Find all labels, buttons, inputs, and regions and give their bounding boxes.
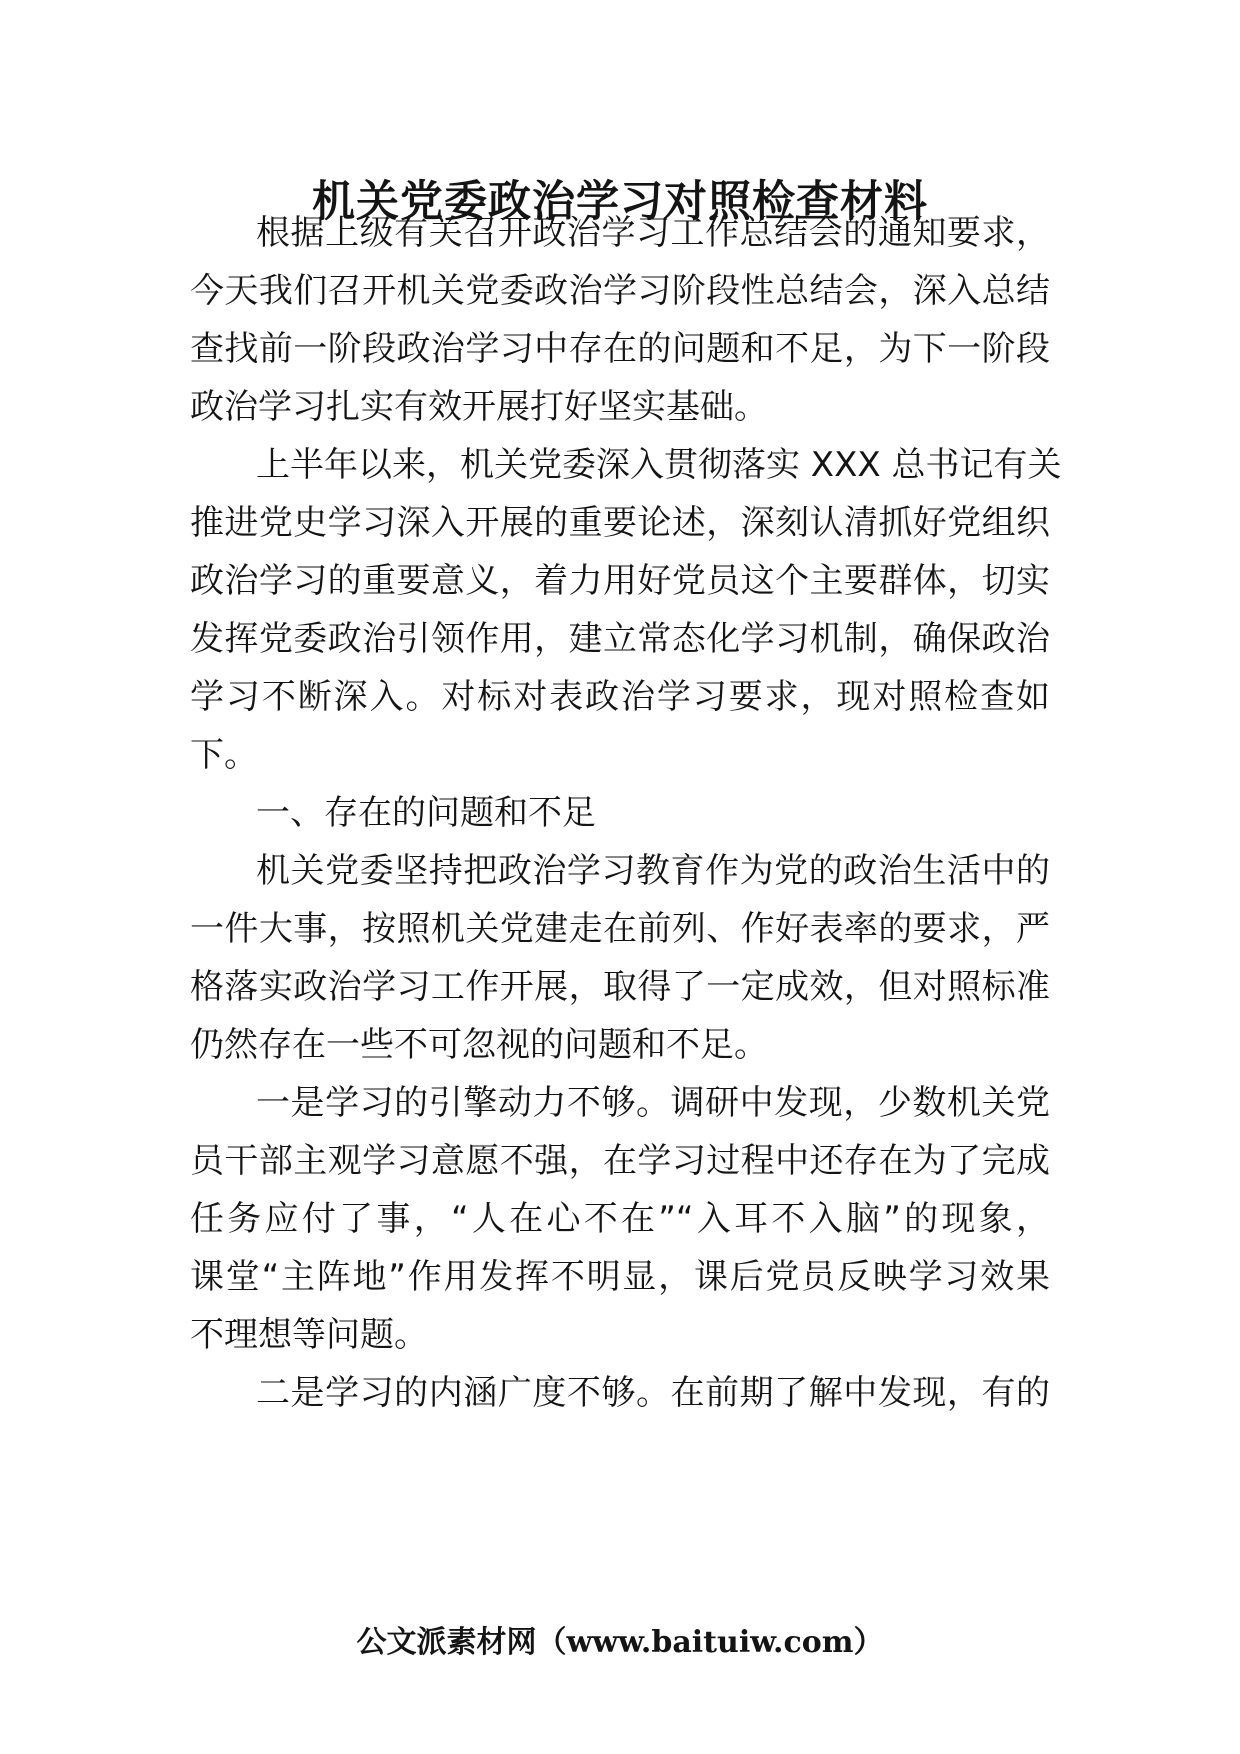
paragraph-line: 政治学习的重要意义，着力用好党员这个主要群体，切实	[190, 561, 1050, 601]
paragraph-line: 一是学习的引擎动力不够。调研中发现，少数机关党	[256, 1083, 1050, 1123]
paragraph-line: 查找前一阶段政治学习中存在的问题和不足，为下一阶段	[190, 329, 1050, 369]
paragraph-line: 政治学习扎实有效开展打好坚实基础。	[190, 387, 768, 427]
paragraph-line: 格落实政治学习工作开展，取得了一定成效，但对照标准	[190, 967, 1050, 1007]
paragraph-line: 课堂“主阵地”作用发挥不明显，课后党员反映学习效果	[190, 1257, 1050, 1297]
paragraph-line: 一件大事，按照机关党建走在前列、作好表率的要求，严	[190, 909, 1050, 949]
paragraph-line: 今天我们召开机关党委政治学习阶段性总结会，深入总结	[190, 271, 1050, 311]
section-heading: 一、存在的问题和不足	[256, 793, 596, 833]
paragraph-line: 不理想等问题。	[190, 1315, 428, 1355]
paragraph-line: 下。	[190, 735, 258, 775]
paragraph-line: 学习不断深入。对标对表政治学习要求，现对照检查如	[190, 677, 1050, 717]
paragraph-line: 机关党委坚持把政治学习教育作为党的政治生活中的	[256, 851, 1050, 891]
paragraph-line: 推进党史学习深入开展的重要论述，深刻认清抓好党组织	[190, 503, 1050, 543]
footer-watermark: 公文派素材网（www.baituiw.com）	[356, 1625, 884, 1660]
paragraph-line: 发挥党委政治引领作用，建立常态化学习机制，确保政治	[190, 619, 1050, 659]
paragraph-line: 根据上级有关召开政治学习工作总结会的通知要求，	[256, 213, 1050, 253]
paragraph-line: 任务应付了事，“人在心不在”“入耳不入脑”的现象，	[190, 1199, 1050, 1239]
paragraph-line: 二是学习的内涵广度不够。在前期了解中发现，有的	[256, 1373, 1050, 1413]
document-title: 机关党委政治学习对照检查材料	[312, 177, 928, 227]
paragraph-line: 上半年以来，机关党委深入贯彻落实 XXX 总书记有关	[256, 445, 1062, 485]
paragraph-line: 仍然存在一些不可忽视的问题和不足。	[190, 1025, 768, 1065]
paragraph-line: 员干部主观学习意愿不强，在学习过程中还存在为了完成	[190, 1141, 1050, 1181]
